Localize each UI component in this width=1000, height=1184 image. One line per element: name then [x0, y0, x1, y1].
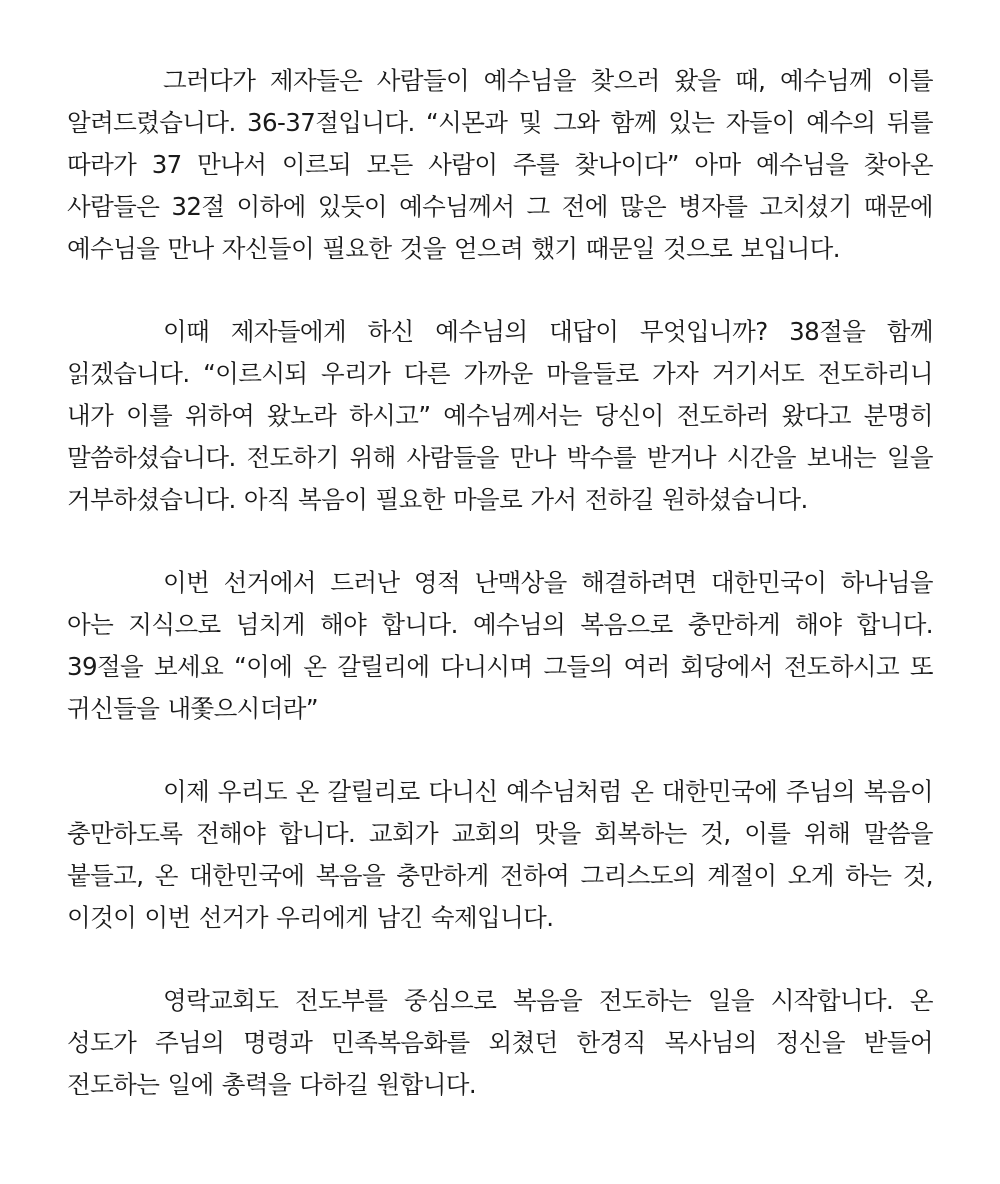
paragraph-4: 이제 우리도 온 갈릴리로 다니신 예수님처럼 온 대한민국에 주님의 복음이 충만하도록 전해야 합니다. 교회가 교회의 맛을 회복하는 것, 이를 위해 말씀을 붙들고, 온 대한민국에 복음을 충만하게 전하여 그리스도의 계절이 오게 하는 것, 이것이 이번 선거가 우리에게 남긴 숙제입니다.: [67, 777, 933, 932]
paragraph-2: 이때 제자들에게 하신 예수님의 대답이 무엇입니까? 38절을 함께 읽겠습니다. “이르시되 우리가 다른 가까운 마을들로 가자 거기서도 전도하리니 내가 이를 위하여 왔노라 하시고” 예수님께서는 당신이 전도하러 왔다고 분명히 말씀하셨습니다. 전도하기 위해 사람들을 만나 박수를 받거나 시간을 보내는 일을 거부하셨습니다. 아직 복음이 필요한 마을로 가서 전하길 원하셨습니다.: [67, 317, 933, 514]
paragraph-1: 그러다가 제자들은 사람들이 예수님을 찾으러 왔을 때, 예수님께 이를 알려드렸습니다. 36-37절입니다. “시몬과 및 그와 함께 있는 자들이 예수의 뒤를 따라가 37 만나서 이르되 모든 사람이 주를 찾나이다” 아마 예수님을 찾아온 사람들은 32절 이하에 있듯이 예수님께서 그 전에 많은 병자를 고치셨기 때문에 예수님을 만나 자신들이 필요한 것을 얻으려 했기 때문일 것으로 보입니다.: [67, 66, 933, 263]
paragraph-3: 이번 선거에서 드러난 영적 난맥상을 해결하려면 대한민국이 하나님을 아는 지식으로 넘치게 해야 합니다. 예수님의 복음으로 충만하게 해야 합니다. 39절을 보세요 “이에 온 갈릴리에 다니시며 그들의 여러 회당에서 전도하시고 또 귀신들을 내쫓으시더라”: [67, 568, 933, 723]
paragraph-5: 영락교회도 전도부를 중심으로 복음을 전도하는 일을 시작합니다. 온 성도가 주님의 명령과 민족복음화를 외쳤던 한경직 목사님의 정신을 받들어 전도하는 일에 총력을 다하길 원합니다.: [67, 986, 933, 1099]
document-body: [67, 60, 933, 1147]
